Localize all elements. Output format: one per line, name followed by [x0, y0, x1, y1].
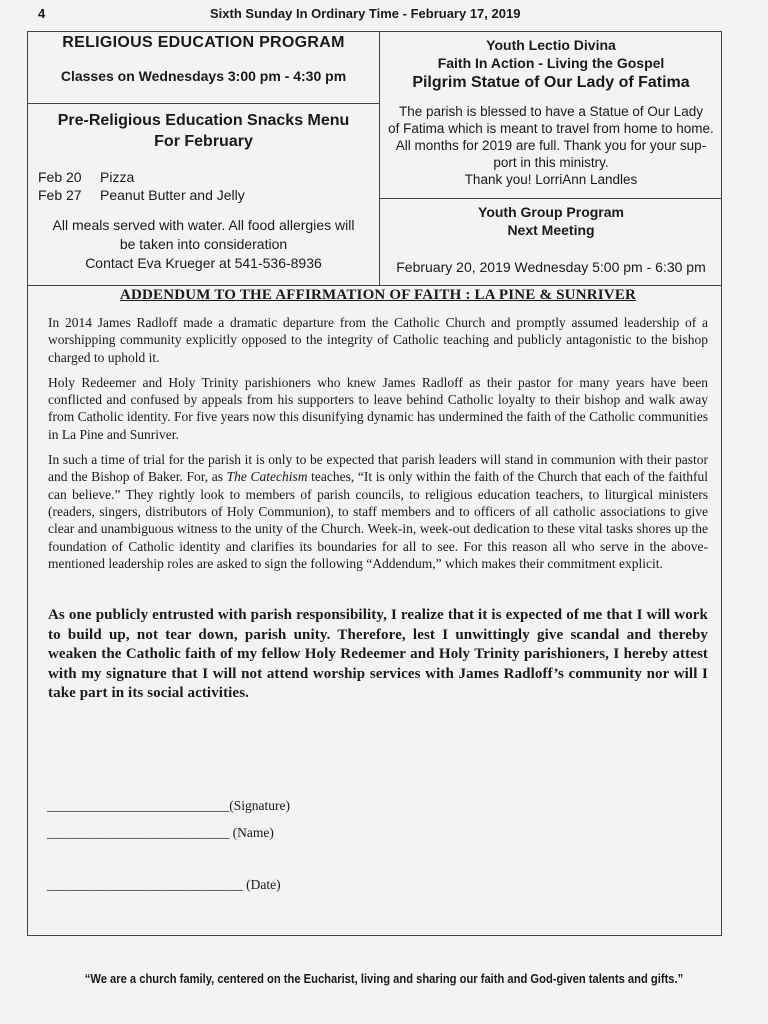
name-label: (Name)	[229, 825, 274, 840]
religious-ed-box	[28, 34, 379, 84]
lectio-box	[380, 36, 722, 188]
snacks-title-1: Pre-Religious Education Snacks Menu	[57, 112, 350, 129]
paragraph-text: teaches, “It is only within the faith of the Church that each of the faithful can believe.” They rightly look to members of parish councils, to religious education teachers, to liturgical ministers (readers, singers, distributors of Holy Communion), to staff members and to officers of all catholic associations to give clear and unambiguous witness to the unity of the Church. Week-in, week-out dedication to these vital tasks shores up the foundation of Catholic identity and clarifies its boundaries for all to see. For this reason all who serve in the above-mentioned leadership roles are asked to sign the following “Addendum,” which makes their commitment explicit.	[48, 469, 709, 571]
snacks-note	[28, 216, 379, 273]
page-header	[0, 6, 768, 28]
snack-food: Peanut Butter and Jelly	[100, 187, 245, 203]
header-title: Sixth Sunday In Ordinary Time - February 17, 2019	[210, 6, 521, 21]
signature-label: (Signature)	[229, 798, 290, 813]
fatima-title: Pilgrim Statue of Our Lady of Fatima	[412, 74, 690, 91]
fatima-line: All months for 2019 are full. Thank you for your sup-	[395, 138, 707, 153]
snack-date: Feb 20	[38, 169, 82, 185]
right-divider	[380, 198, 722, 199]
section-divider	[27, 285, 722, 286]
snack-food: Pizza	[100, 169, 135, 185]
signature-line	[47, 798, 290, 814]
date-blank: _____________________________	[47, 877, 243, 892]
name-blank: ___________________________	[47, 825, 230, 840]
list-item	[38, 186, 379, 204]
list-item	[38, 168, 379, 186]
snacks-note-2: be taken into consideration	[119, 236, 288, 252]
addendum-section	[48, 287, 708, 704]
addendum-paragraph-2: Holy Redeemer and Holy Trinity parishioners who knew James Radloff as their pastor for many years have been conflicted and confused by appeals from his supporters to leave behind Catholic loyalty to their bishop and walk away from Catholic identity. For five years now this disunifying dynamic has undermined the faith of the Catholic communities in La Pine and Sunriver.	[48, 374, 708, 442]
snacks-list	[28, 168, 379, 204]
snacks-title-2: For February	[154, 133, 253, 150]
pledge-statement: As one publicly entrusted with parish responsibility, I realize that it is expected of me that I will work to build up, not tear down, parish unity. Therefore, lest I unwittingly give scandal and thereby weaken the Catholic faith of my fellow Holy Redeemer and Holy Trinity parishioners, I hereby attest with my signature that I will not attend worship services with James Radloff’s community nor will I take part in its social activities.	[48, 607, 708, 702]
youth-title-1: Youth Group Program	[478, 204, 624, 220]
footer-quote: “We are a church family, centered on the Eucharist, living and sharing our faith and God-given talents and gifts.”	[84, 971, 684, 986]
addendum-body	[48, 314, 708, 572]
snacks-box	[28, 110, 379, 273]
fatima-thanks: Thank you! LorriAnn Landles	[464, 172, 638, 187]
date-line	[47, 877, 281, 893]
fatima-line: of Fatima which is meant to travel from home to home.	[388, 121, 714, 136]
name-line	[47, 825, 274, 841]
lectio-line2: Faith In Action - Living the Gospel	[437, 55, 665, 71]
snacks-note-1: All meals served with water. All food allergies will	[52, 217, 355, 233]
date-label: (Date)	[242, 877, 281, 892]
fatima-line: port in this ministry.	[493, 155, 609, 170]
youth-group-box	[380, 203, 722, 275]
snack-date: Feb 27	[38, 187, 82, 203]
snacks-contact: Contact Eva Krueger at 541-536-8936	[85, 255, 322, 271]
fatima-line: The parish is blessed to have a Statue of Our Lady	[399, 104, 703, 119]
left-divider	[27, 103, 380, 104]
page-number: 4	[38, 6, 46, 21]
lectio-line1: Youth Lectio Divina	[486, 37, 616, 53]
addendum-title: ADDENDUM TO THE AFFIRMATION OF FAITH : LA PINE & SUNRIVER	[119, 287, 637, 303]
fatima-body	[380, 103, 722, 188]
catechism-title: The Catechism	[226, 469, 308, 485]
youth-meeting-time: February 20, 2019 Wednesday 5:00 pm - 6:30 pm	[396, 259, 706, 275]
classes-time: Classes on Wednesdays 3:00 pm - 4:30 pm	[60, 68, 347, 84]
youth-title-2: Next Meeting	[507, 222, 595, 238]
addendum-paragraph-3	[48, 451, 708, 572]
paragraph-text: In such a time of trial for the parish it is only to be expected that parish leaders will stand in communion with their pastor and the Bishop of Baker. For, as	[48, 452, 708, 485]
signature-blank: ___________________________	[47, 798, 230, 813]
addendum-paragraph-1: In 2014 James Radloff made a dramatic departure from the Catholic Church and promptly assumed leadership of a worshipping community explicitly opposed to the integrity of Catholic teaching and publicly antagonistic to the bishop charged to uphold it.	[48, 315, 708, 365]
religious-ed-title: RELIGIOUS EDUCATION PROGRAM	[62, 34, 345, 51]
